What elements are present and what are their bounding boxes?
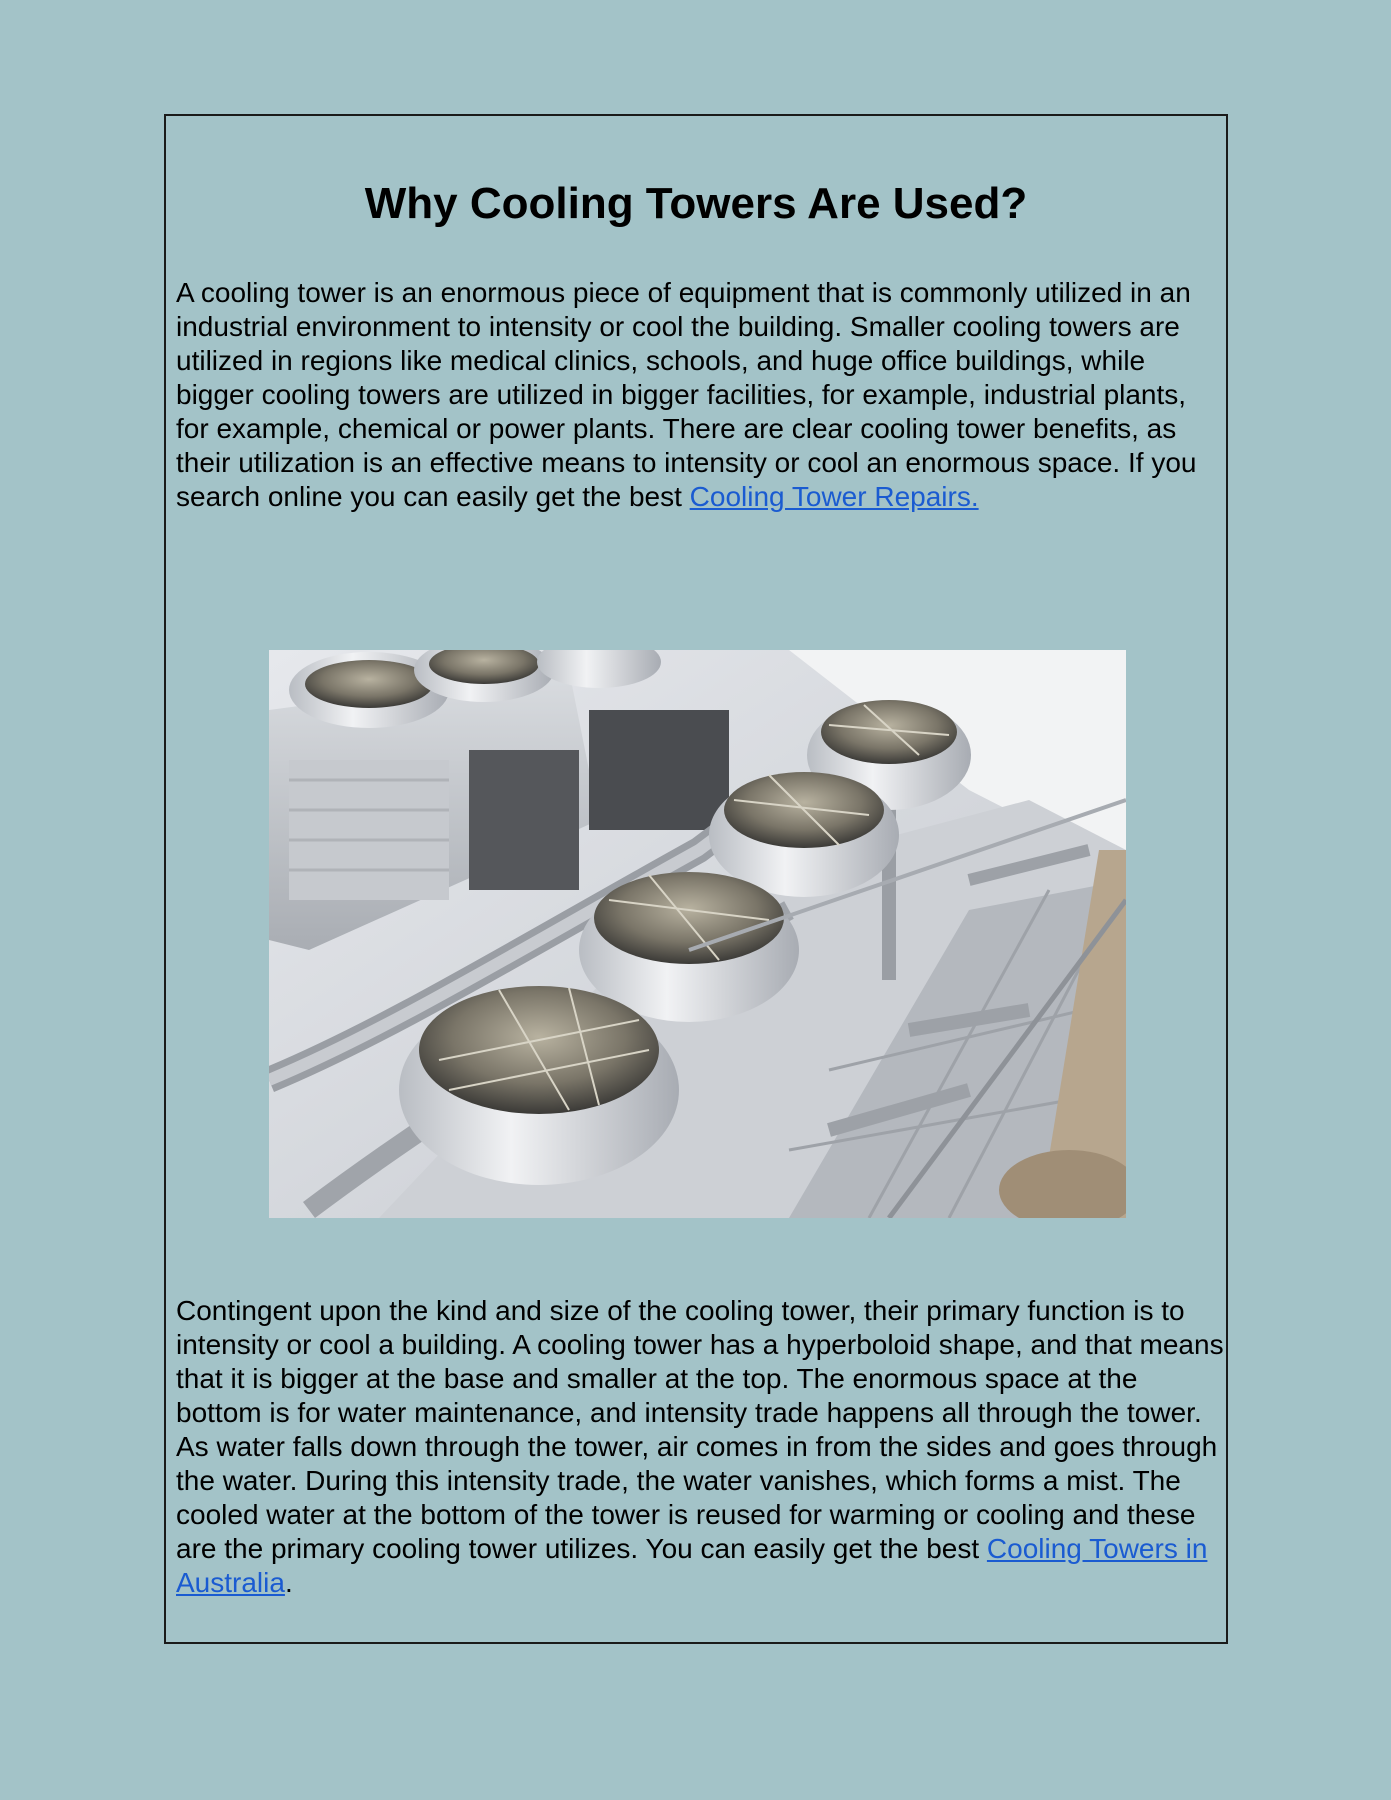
page-title: Why Cooling Towers Are Used? bbox=[364, 179, 1028, 228]
cooling-tower-repairs-link[interactable]: Cooling Tower Repairs. bbox=[689, 481, 979, 512]
detail-paragraph-end: . bbox=[284, 1567, 293, 1598]
detail-paragraph-text: Contingent upon the kind and size of the cooling tower, their primary function is to intensity or cool a building. A cooling tower has a hyperboloid shape, and that means that it is bigger at the base and smaller at the top. The enormous space at the bottom is for water maintenance, and intensity trade happens all through the tower. As water falls down through the tower, air comes in from the sides and goes through the water. During this intensity trade, the water vanishes, which forms a mist. The cooled water at the bottom of the tower is reused for warming or cooling and these are the primary cooling tower utilizes. You can easily get the best bbox=[176, 1295, 1224, 1564]
cooling-towers-australia-link[interactable]: Cooling Towers in Australia bbox=[176, 1533, 1208, 1598]
document-frame bbox=[164, 114, 1228, 1644]
intro-paragraph bbox=[176, 276, 1226, 514]
intro-paragraph-text: A cooling tower is an enormous piece of equipment that is commonly utilized in an industrial environment to intensity or cool the building. Smaller cooling towers are utilized in regions like medical clinics, schools, and huge office buildings, while bigger cooling towers are utilized in bigger facilities, for example, industrial plants, for example, chemical or power plants. There are clear cooling tower benefits, as their utilization is an effective means to intensity or cool an enormous space. If you search online you can easily get the best bbox=[176, 277, 1197, 512]
detail-paragraph bbox=[176, 1294, 1226, 1600]
cooling-towers-photo bbox=[269, 650, 1126, 1218]
